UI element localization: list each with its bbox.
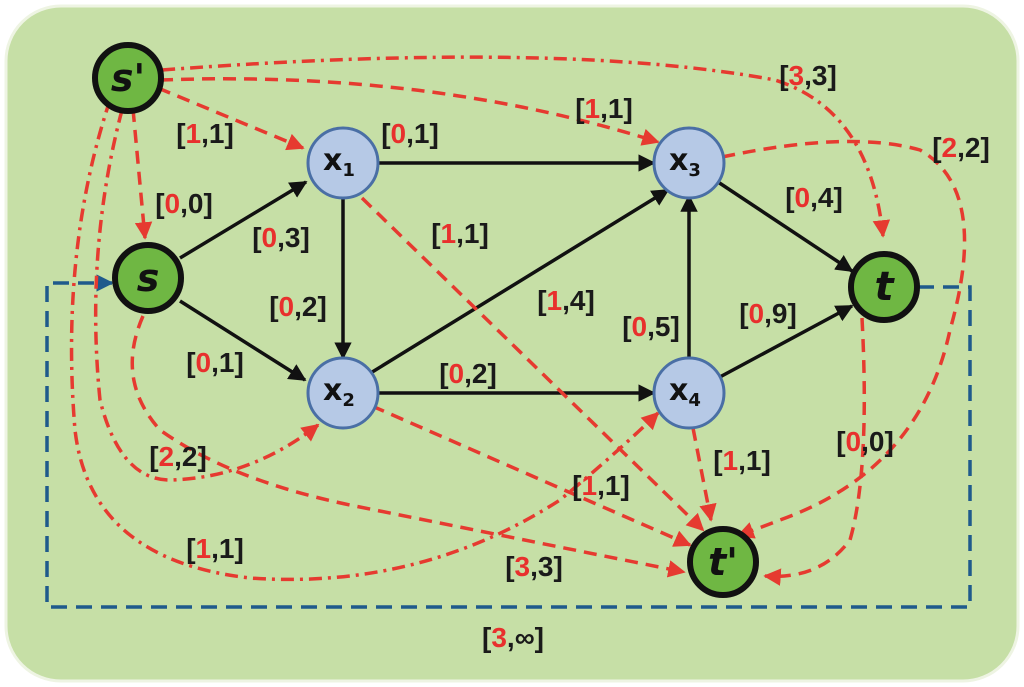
node-x3-label: x (669, 142, 689, 178)
edge-upper-bound: ∞ (514, 621, 535, 653)
node-x1-label: x (323, 142, 343, 178)
edge-lower-bound: 1 (195, 532, 212, 564)
edge-upper-bound: 0 (868, 425, 885, 457)
edge-lower-bound: 1 (185, 117, 202, 149)
edge-lower-bound: 0 (845, 425, 862, 457)
edge-upper-bound: 9 (771, 297, 788, 329)
node-x2 (308, 358, 378, 428)
node-x3-subscript: 3 (688, 159, 701, 181)
edge-label-x4-x3: [0,5] (622, 310, 680, 342)
edge-label-sp-x4: [1,1] (186, 532, 244, 564)
edge-upper-bound: 3 (811, 59, 828, 91)
edge-lower-bound: 0 (448, 357, 465, 389)
node-x2-label: x (323, 372, 343, 408)
edge-upper-bound: 1 (413, 117, 430, 149)
edge-label-x4-tp: [1,1] (713, 444, 771, 476)
edge-label-t-s: [3,∞] (482, 621, 544, 653)
edge-lower-bound: 0 (631, 310, 648, 342)
node-x4 (654, 358, 724, 428)
edge-lower-bound: 1 (722, 444, 739, 476)
node-sprime (95, 45, 161, 111)
edge-upper-bound: 4 (569, 284, 586, 316)
edge-label-sp-t: [3,3] (779, 59, 837, 91)
edge-upper-bound: 3 (284, 221, 301, 253)
edge-upper-bound: 2 (181, 440, 198, 472)
edge-label-x4-t: [0,9] (739, 297, 797, 329)
node-x3 (654, 128, 724, 198)
edge-label-s-x1: [0,3] (252, 221, 310, 253)
edge-lower-bound: 2 (941, 131, 958, 163)
edge-upper-bound: 0 (187, 187, 204, 219)
edge-lower-bound: 0 (261, 221, 278, 253)
edge-label-sp-x2: [2,2] (149, 440, 207, 472)
edge-label-x3-t: [0,4] (785, 181, 843, 213)
edge-upper-bound: 1 (607, 92, 624, 124)
node-x1 (308, 128, 378, 198)
node-x2-subscript: 2 (342, 389, 355, 411)
edge-lower-bound: 3 (514, 550, 531, 582)
edge-label-sp-x3: [1,1] (575, 92, 633, 124)
node-x1-subscript: 1 (342, 159, 355, 181)
edge-lower-bound: 3 (491, 621, 507, 653)
edge-upper-bound: 1 (218, 346, 235, 378)
edge-upper-bound: 1 (604, 469, 621, 501)
node-tprime-label: t' (708, 540, 738, 584)
edge-upper-bound: 1 (745, 444, 762, 476)
edge-lower-bound: 0 (794, 181, 811, 213)
edge-lower-bound: 1 (440, 217, 457, 249)
edge-label-s-tp: [3,3] (505, 550, 563, 582)
edge-label-x3-tp: [2,2] (932, 131, 990, 163)
edge-lower-bound: 2 (158, 440, 175, 472)
node-s-label: s (136, 256, 160, 300)
edge-lower-bound: 1 (546, 284, 563, 316)
edge-label-s-x2: [0,1] (186, 346, 244, 378)
edge-upper-bound: 1 (463, 217, 480, 249)
edge-upper-bound: 1 (208, 117, 225, 149)
edge-lower-bound: 0 (278, 290, 295, 322)
node-s (115, 245, 181, 311)
edge-upper-bound: 2 (471, 357, 488, 389)
edge-label-x2-x4: [0,2] (439, 357, 497, 389)
edge-upper-bound: 5 (654, 310, 671, 342)
node-x4-label: x (669, 372, 689, 408)
edge-lower-bound: 1 (584, 92, 601, 124)
edge-upper-bound: 1 (218, 532, 235, 564)
edge-label-sp-x1: [1,1] (176, 117, 234, 149)
edge-label-x1-tp: [1,1] (431, 217, 489, 249)
edge-lower-bound: 0 (390, 117, 407, 149)
edge-lower-bound: 3 (788, 59, 805, 91)
edge-lower-bound: 0 (748, 297, 765, 329)
edge-label-x1-x3: [0,1] (381, 117, 439, 149)
edge-lower-bound: 1 (581, 469, 598, 501)
edge-label-sp-s: [0,0] (155, 187, 213, 219)
edge-label-t-tp: [0,0] (836, 425, 894, 457)
node-t (851, 254, 917, 320)
edge-label-x1-x2: [0,2] (269, 290, 327, 322)
node-tprime (690, 529, 756, 595)
edge-label-x2-x3: [1,4] (537, 284, 595, 316)
edge-lower-bound: 0 (164, 187, 181, 219)
node-x4-subscript: 4 (688, 389, 701, 411)
edge-upper-bound: 3 (537, 550, 554, 582)
edge-lower-bound: 0 (195, 346, 212, 378)
node-t-label: t (874, 264, 894, 310)
node-sprime-label: s' (110, 56, 146, 100)
edge-upper-bound: 2 (964, 131, 981, 163)
edge-upper-bound: 4 (817, 181, 834, 213)
edge-label-x2-tp: [1,1] (572, 469, 630, 501)
edge-upper-bound: 2 (301, 290, 318, 322)
